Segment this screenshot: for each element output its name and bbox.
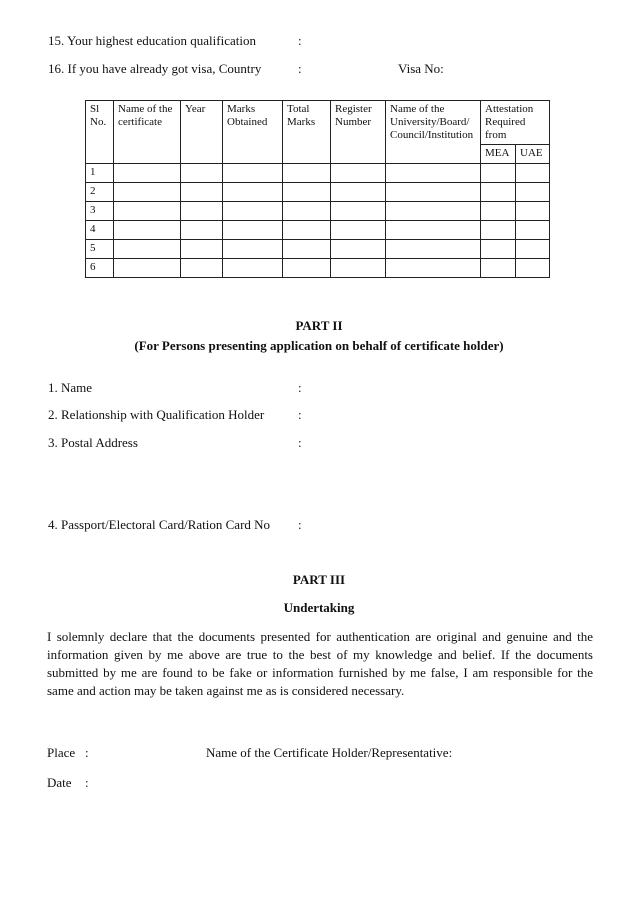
part3-title: PART III xyxy=(292,572,346,587)
cell-input[interactable] xyxy=(481,202,516,221)
part2-subtitle: (For Persons presenting application on behalf of certificate holder) xyxy=(134,338,504,353)
field-postal-address xyxy=(48,435,608,451)
part2-title: PART II xyxy=(295,318,343,333)
cell-input[interactable] xyxy=(283,221,331,240)
cell-input[interactable] xyxy=(223,164,283,183)
header-marks-obtained: Marks Obtained xyxy=(223,101,283,164)
certificate-table xyxy=(85,100,550,278)
cell-input[interactable] xyxy=(223,240,283,259)
header-mea: MEA xyxy=(481,145,516,164)
cell-input[interactable] xyxy=(114,221,181,240)
cell-input[interactable] xyxy=(223,202,283,221)
field-label: 2. Relationship with Qualification Holder xyxy=(48,407,265,422)
cell-input[interactable] xyxy=(386,240,481,259)
cell-input[interactable] xyxy=(283,164,331,183)
cell-input[interactable] xyxy=(283,202,331,221)
cell-input[interactable] xyxy=(331,259,386,278)
date-label: Date xyxy=(47,775,72,790)
field-name xyxy=(48,380,608,396)
field-visa-country xyxy=(48,61,608,77)
cell-input[interactable] xyxy=(386,183,481,202)
cell-input[interactable] xyxy=(181,183,223,202)
field-colon: : xyxy=(298,33,302,48)
table-row xyxy=(86,164,550,183)
table-row xyxy=(86,259,550,278)
field-highest-qualification xyxy=(48,33,608,49)
cell-input[interactable] xyxy=(283,240,331,259)
cell-input[interactable] xyxy=(331,240,386,259)
cell-input[interactable] xyxy=(516,202,550,221)
row-number: 5 xyxy=(86,240,114,259)
cell-input[interactable] xyxy=(181,259,223,278)
field-label: 16. If you have already got visa, Country xyxy=(48,61,262,76)
header-uae: UAE xyxy=(516,145,550,164)
cell-input[interactable] xyxy=(181,164,223,183)
table-header-row xyxy=(86,101,550,145)
field-label: 15. Your highest education qualification xyxy=(48,33,256,48)
table-row xyxy=(86,221,550,240)
field-label: 1. Name xyxy=(48,380,93,395)
place-label: Place xyxy=(47,745,76,760)
cell-input[interactable] xyxy=(481,221,516,240)
cell-input[interactable] xyxy=(481,240,516,259)
holder-name-label: Name of the Certificate Holder/Representative: xyxy=(206,745,453,760)
cell-input[interactable] xyxy=(223,259,283,278)
cell-input[interactable] xyxy=(516,164,550,183)
field-label: 4. Passport/Electoral Card/Ration Card No xyxy=(48,517,271,532)
cell-input[interactable] xyxy=(386,221,481,240)
cell-input[interactable] xyxy=(516,221,550,240)
visa-no-label: Visa No: xyxy=(398,61,444,76)
field-colon: : xyxy=(298,407,302,422)
header-certificate: Name of the certificate xyxy=(114,101,181,164)
field-id-card-no xyxy=(48,517,608,533)
place-colon: : xyxy=(85,745,89,760)
declaration-text: I solemnly declare that the documents presented for authentication are original and genuine and the information given by me above are true to the best of my knowledge and belief. If the documents submitted by me are found to be fake or information furnished by me false, I am responsible for the same and action may be taken against me as is considered necessary. xyxy=(47,629,593,698)
field-label: 3. Postal Address xyxy=(48,435,138,450)
cell-input[interactable] xyxy=(386,259,481,278)
cell-input[interactable] xyxy=(516,240,550,259)
cell-input[interactable] xyxy=(181,221,223,240)
cell-input[interactable] xyxy=(114,259,181,278)
cell-input[interactable] xyxy=(386,164,481,183)
cell-input[interactable] xyxy=(331,164,386,183)
cell-input[interactable] xyxy=(331,221,386,240)
cell-input[interactable] xyxy=(114,240,181,259)
field-colon: : xyxy=(298,435,302,450)
row-number: 3 xyxy=(86,202,114,221)
cell-input[interactable] xyxy=(114,183,181,202)
row-number: 1 xyxy=(86,164,114,183)
cell-input[interactable] xyxy=(181,240,223,259)
cell-input[interactable] xyxy=(481,259,516,278)
field-colon: : xyxy=(298,380,302,395)
table-row xyxy=(86,240,550,259)
cell-input[interactable] xyxy=(114,202,181,221)
cell-input[interactable] xyxy=(181,202,223,221)
cell-input[interactable] xyxy=(516,183,550,202)
part3-subtitle: Undertaking xyxy=(283,600,355,615)
cell-input[interactable] xyxy=(331,183,386,202)
row-number: 6 xyxy=(86,259,114,278)
cell-input[interactable] xyxy=(283,183,331,202)
cell-input[interactable] xyxy=(223,221,283,240)
cell-input[interactable] xyxy=(331,202,386,221)
field-relationship xyxy=(48,407,608,423)
cell-input[interactable] xyxy=(223,183,283,202)
cell-input[interactable] xyxy=(481,183,516,202)
field-colon: : xyxy=(298,517,302,532)
header-year: Year xyxy=(181,101,223,164)
field-colon: : xyxy=(298,61,302,76)
row-number: 4 xyxy=(86,221,114,240)
header-attestation: Attestation Required from xyxy=(481,101,550,145)
date-colon: : xyxy=(85,775,89,790)
cell-input[interactable] xyxy=(386,202,481,221)
header-register-number: Register Number xyxy=(331,101,386,164)
table-row xyxy=(86,202,550,221)
cell-input[interactable] xyxy=(114,164,181,183)
table-row xyxy=(86,183,550,202)
cell-input[interactable] xyxy=(283,259,331,278)
cell-input[interactable] xyxy=(481,164,516,183)
row-number: 2 xyxy=(86,183,114,202)
header-sl: Sl No. xyxy=(86,101,114,164)
header-total-marks: Total Marks xyxy=(283,101,331,164)
cell-input[interactable] xyxy=(516,259,550,278)
header-university: Name of the University/Board/ Council/Institution xyxy=(386,101,481,164)
